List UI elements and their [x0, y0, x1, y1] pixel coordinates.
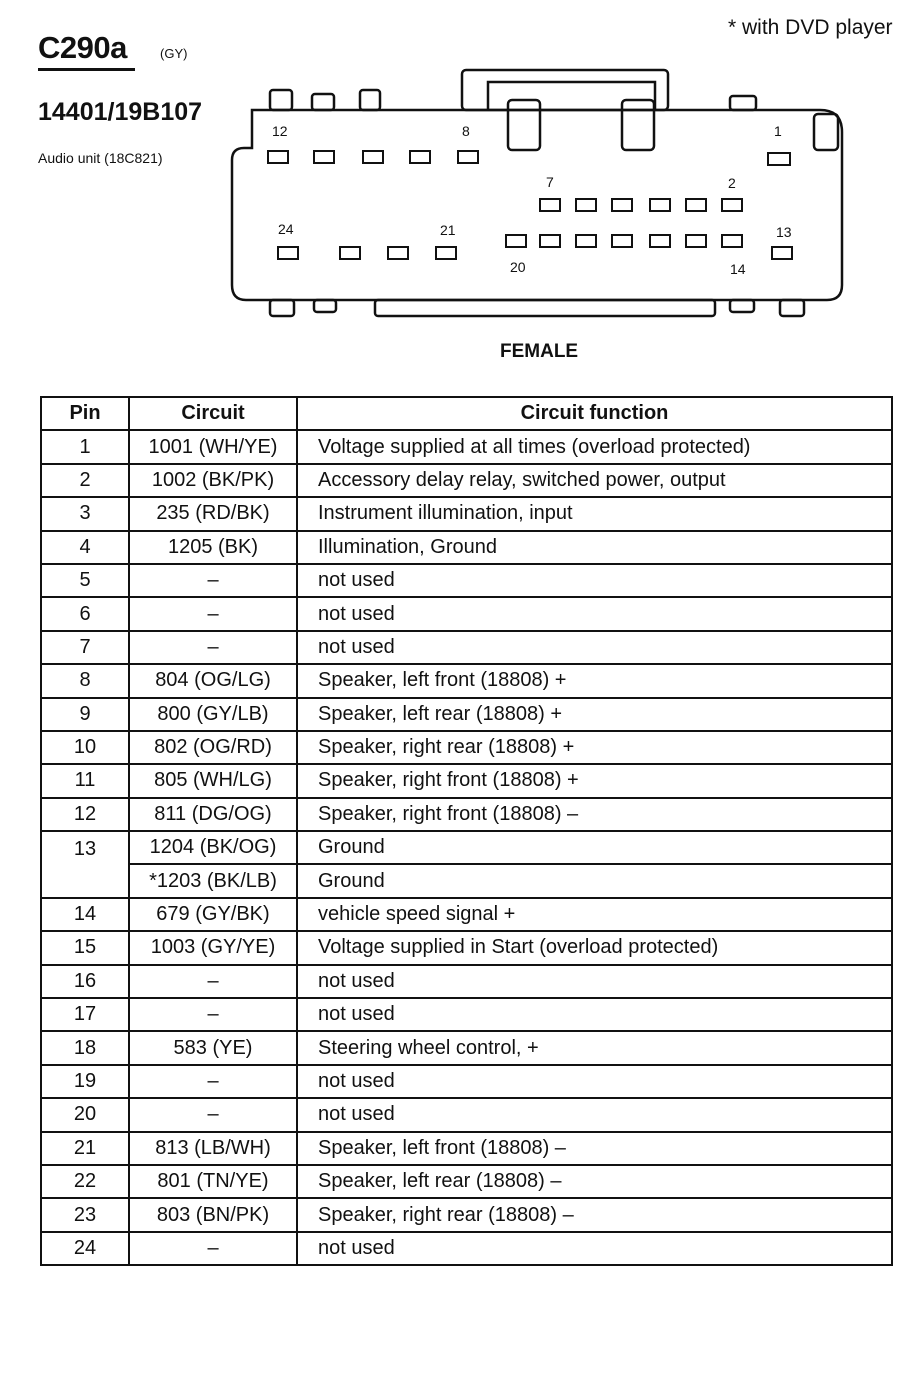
pin-label: 8: [462, 123, 470, 139]
part-number: 14401/19B107: [38, 98, 203, 126]
pin-cavity: [722, 199, 742, 211]
circuit-cell: –: [129, 1065, 297, 1098]
circuit-function-cell: not used: [297, 965, 892, 998]
table-header-row: [41, 397, 892, 430]
pin-number-cell: 21: [41, 1132, 129, 1165]
table-row: [41, 1165, 892, 1198]
circuit-cell: –: [129, 998, 297, 1031]
pin-number-cell: 7: [41, 631, 129, 664]
pin-cavity: [686, 199, 706, 211]
circuit-cell: 804 (OG/LG): [129, 664, 297, 697]
circuit-cell: 813 (LB/WH): [129, 1132, 297, 1165]
pin-cavity: [722, 235, 742, 247]
pin-cavity: [506, 235, 526, 247]
connector-id: C290a: [38, 30, 127, 65]
circuit-function-cell: vehicle speed signal +: [297, 898, 892, 931]
pin-number-cell: 19: [41, 1065, 129, 1098]
locking-latch-inner: [488, 82, 655, 110]
pin-cavity: [612, 199, 632, 211]
pin-number-cell: 4: [41, 531, 129, 564]
table-row: [41, 531, 892, 564]
circuit-cell: 801 (TN/YE): [129, 1165, 297, 1198]
latch-tab: [360, 90, 380, 110]
circuit-cell: 1002 (BK/PK): [129, 464, 297, 497]
latch-tab: [270, 90, 292, 110]
circuit-cell: 235 (RD/BK): [129, 497, 297, 530]
pin-number-cell: 3: [41, 497, 129, 530]
circuit-cell: –: [129, 631, 297, 664]
pin-number-cell: 2: [41, 464, 129, 497]
pin-cavity: [650, 235, 670, 247]
circuit-cell: 803 (BN/PK): [129, 1198, 297, 1231]
circuit-function-cell: Ground: [297, 831, 892, 864]
table-row: [41, 430, 892, 463]
table-row: [41, 798, 892, 831]
pin-number-cell: 14: [41, 898, 129, 931]
bottom-tab: [780, 300, 804, 316]
gender-label: FEMALE: [500, 341, 579, 362]
circuit-function-cell: Voltage supplied in Start (overload protected): [297, 931, 892, 964]
circuit-function-cell: Accessory delay relay, switched power, output: [297, 464, 892, 497]
table-row: [41, 731, 892, 764]
pin-number-cell: 8: [41, 664, 129, 697]
side-key: [814, 114, 838, 150]
circuit-cell: –: [129, 564, 297, 597]
circuit-function-cell: Steering wheel control, +: [297, 1031, 892, 1064]
pin-number-cell: 5: [41, 564, 129, 597]
pin-number-cell: 18: [41, 1031, 129, 1064]
column-header-function: Circuit function: [297, 397, 892, 430]
pin-table: [40, 396, 893, 1266]
pin-cavity: [278, 247, 298, 259]
pin-label: 12: [272, 123, 288, 139]
pin-number-cell: 24: [41, 1232, 129, 1265]
pin-cavity: [686, 235, 706, 247]
table-body: [41, 430, 892, 1265]
latch-post: [508, 100, 540, 150]
pin-number-cell: 12: [41, 798, 129, 831]
table-row: [41, 998, 892, 1031]
table-row: [41, 1198, 892, 1231]
pin-label: 1: [774, 123, 782, 139]
pin-number-cell: 17: [41, 998, 129, 1031]
pin-label: 7: [546, 174, 554, 190]
bottom-tab: [270, 300, 294, 316]
circuit-cell: –: [129, 965, 297, 998]
latch-post: [622, 100, 654, 150]
circuit-function-cell: Speaker, right front (18808) +: [297, 764, 892, 797]
circuit-cell: –: [129, 1232, 297, 1265]
pin-number-cell: 6: [41, 597, 129, 630]
pin-label: 24: [278, 221, 294, 237]
circuit-function-cell: not used: [297, 1065, 892, 1098]
table-row: [41, 831, 892, 864]
circuit-function-cell: Speaker, left rear (18808) +: [297, 698, 892, 731]
table-row: [41, 898, 892, 931]
pin-number-cell: 1: [41, 430, 129, 463]
bottom-rail: [375, 300, 715, 316]
table-row: [41, 631, 892, 664]
pin-cavity: [540, 199, 560, 211]
circuit-function-cell: not used: [297, 564, 892, 597]
table-row: [41, 497, 892, 530]
table-row: [41, 1132, 892, 1165]
circuit-cell: 679 (GY/BK): [129, 898, 297, 931]
pin-cavity: [410, 151, 430, 163]
pin-number-cell: 20: [41, 1098, 129, 1131]
pin-cavity: [363, 151, 383, 163]
pin-number-cell: 10: [41, 731, 129, 764]
table-row: [41, 931, 892, 964]
latch-tab: [730, 96, 756, 110]
circuit-function-cell: Speaker, right rear (18808) +: [297, 731, 892, 764]
circuit-function-cell: Speaker, left front (18808) –: [297, 1132, 892, 1165]
circuit-function-cell: Instrument illumination, input: [297, 497, 892, 530]
table-row: [41, 698, 892, 731]
pin-label: 21: [440, 222, 456, 238]
table-row: [41, 965, 892, 998]
pin-number-cell: 11: [41, 764, 129, 797]
circuit-cell: 583 (YE): [129, 1031, 297, 1064]
pin-cavity: [576, 235, 596, 247]
table-row: [41, 1065, 892, 1098]
connector-id-underline: [38, 68, 135, 71]
pin-cavity: [436, 247, 456, 259]
pin-number-cell: 9: [41, 698, 129, 731]
pin-number-cell: 23: [41, 1198, 129, 1231]
locking-latch: [462, 70, 668, 110]
column-header-circuit: Circuit: [129, 397, 297, 430]
connector-body: [232, 110, 842, 300]
pin-cavity: [540, 235, 560, 247]
table-row: [41, 664, 892, 697]
latch-tab: [312, 94, 334, 110]
circuit-function-cell: Speaker, right rear (18808) –: [297, 1198, 892, 1231]
pin-cavity: [612, 235, 632, 247]
pin-cavity: [768, 153, 790, 165]
circuit-function-cell: not used: [297, 1232, 892, 1265]
table-row: [41, 597, 892, 630]
table-row: [41, 764, 892, 797]
circuit-cell: *1203 (BK/LB): [129, 864, 297, 897]
circuit-function-cell: Ground: [297, 864, 892, 897]
circuit-cell: 802 (OG/RD): [129, 731, 297, 764]
circuit-cell: 1003 (GY/YE): [129, 931, 297, 964]
circuit-function-cell: not used: [297, 631, 892, 664]
connector-color: (GY): [160, 46, 188, 61]
pin-cavity: [314, 151, 334, 163]
pin-cavity: [772, 247, 792, 259]
pin-cavity: [268, 151, 288, 163]
pin-label: 13: [776, 224, 792, 240]
circuit-function-cell: not used: [297, 1098, 892, 1131]
table-row: [41, 564, 892, 597]
circuit-cell: 1204 (BK/OG): [129, 831, 297, 864]
table-row: [41, 464, 892, 497]
pin-cavity: [650, 199, 670, 211]
pin-label: 20: [510, 259, 526, 275]
circuit-cell: 1001 (WH/YE): [129, 430, 297, 463]
table-row: [41, 1098, 892, 1131]
circuit-function-cell: Illumination, Ground: [297, 531, 892, 564]
circuit-cell: 805 (WH/LG): [129, 764, 297, 797]
pin-cavity: [388, 247, 408, 259]
circuit-cell: –: [129, 597, 297, 630]
pin-cavity: [576, 199, 596, 211]
pin-number-cell: 22: [41, 1165, 129, 1198]
column-header-pin: Pin: [41, 397, 129, 430]
table-row: [41, 1031, 892, 1064]
table-row: [41, 864, 892, 897]
unit-name: Audio unit (18C821): [38, 150, 163, 166]
pin-number-cell: 16: [41, 965, 129, 998]
pin-number-cell: 15: [41, 931, 129, 964]
connector-diagram: [220, 60, 850, 325]
bottom-tab: [730, 300, 754, 312]
circuit-function-cell: Speaker, left rear (18808) –: [297, 1165, 892, 1198]
circuit-function-cell: Voltage supplied at all times (overload protected): [297, 430, 892, 463]
pin-label: 14: [730, 261, 746, 277]
circuit-cell: 1205 (BK): [129, 531, 297, 564]
circuit-function-cell: not used: [297, 998, 892, 1031]
bottom-tab: [314, 300, 336, 312]
footnote: * with DVD player: [728, 16, 893, 39]
circuit-function-cell: not used: [297, 597, 892, 630]
circuit-cell: 811 (DG/OG): [129, 798, 297, 831]
pin-cavity: [458, 151, 478, 163]
circuit-function-cell: Speaker, left front (18808) +: [297, 664, 892, 697]
pin-cavity: [340, 247, 360, 259]
circuit-cell: 800 (GY/LB): [129, 698, 297, 731]
table-row: [41, 1232, 892, 1265]
pin-label: 2: [728, 175, 736, 191]
circuit-function-cell: Speaker, right front (18808) –: [297, 798, 892, 831]
pin-number-cell: 13: [41, 831, 129, 898]
circuit-cell: –: [129, 1098, 297, 1131]
